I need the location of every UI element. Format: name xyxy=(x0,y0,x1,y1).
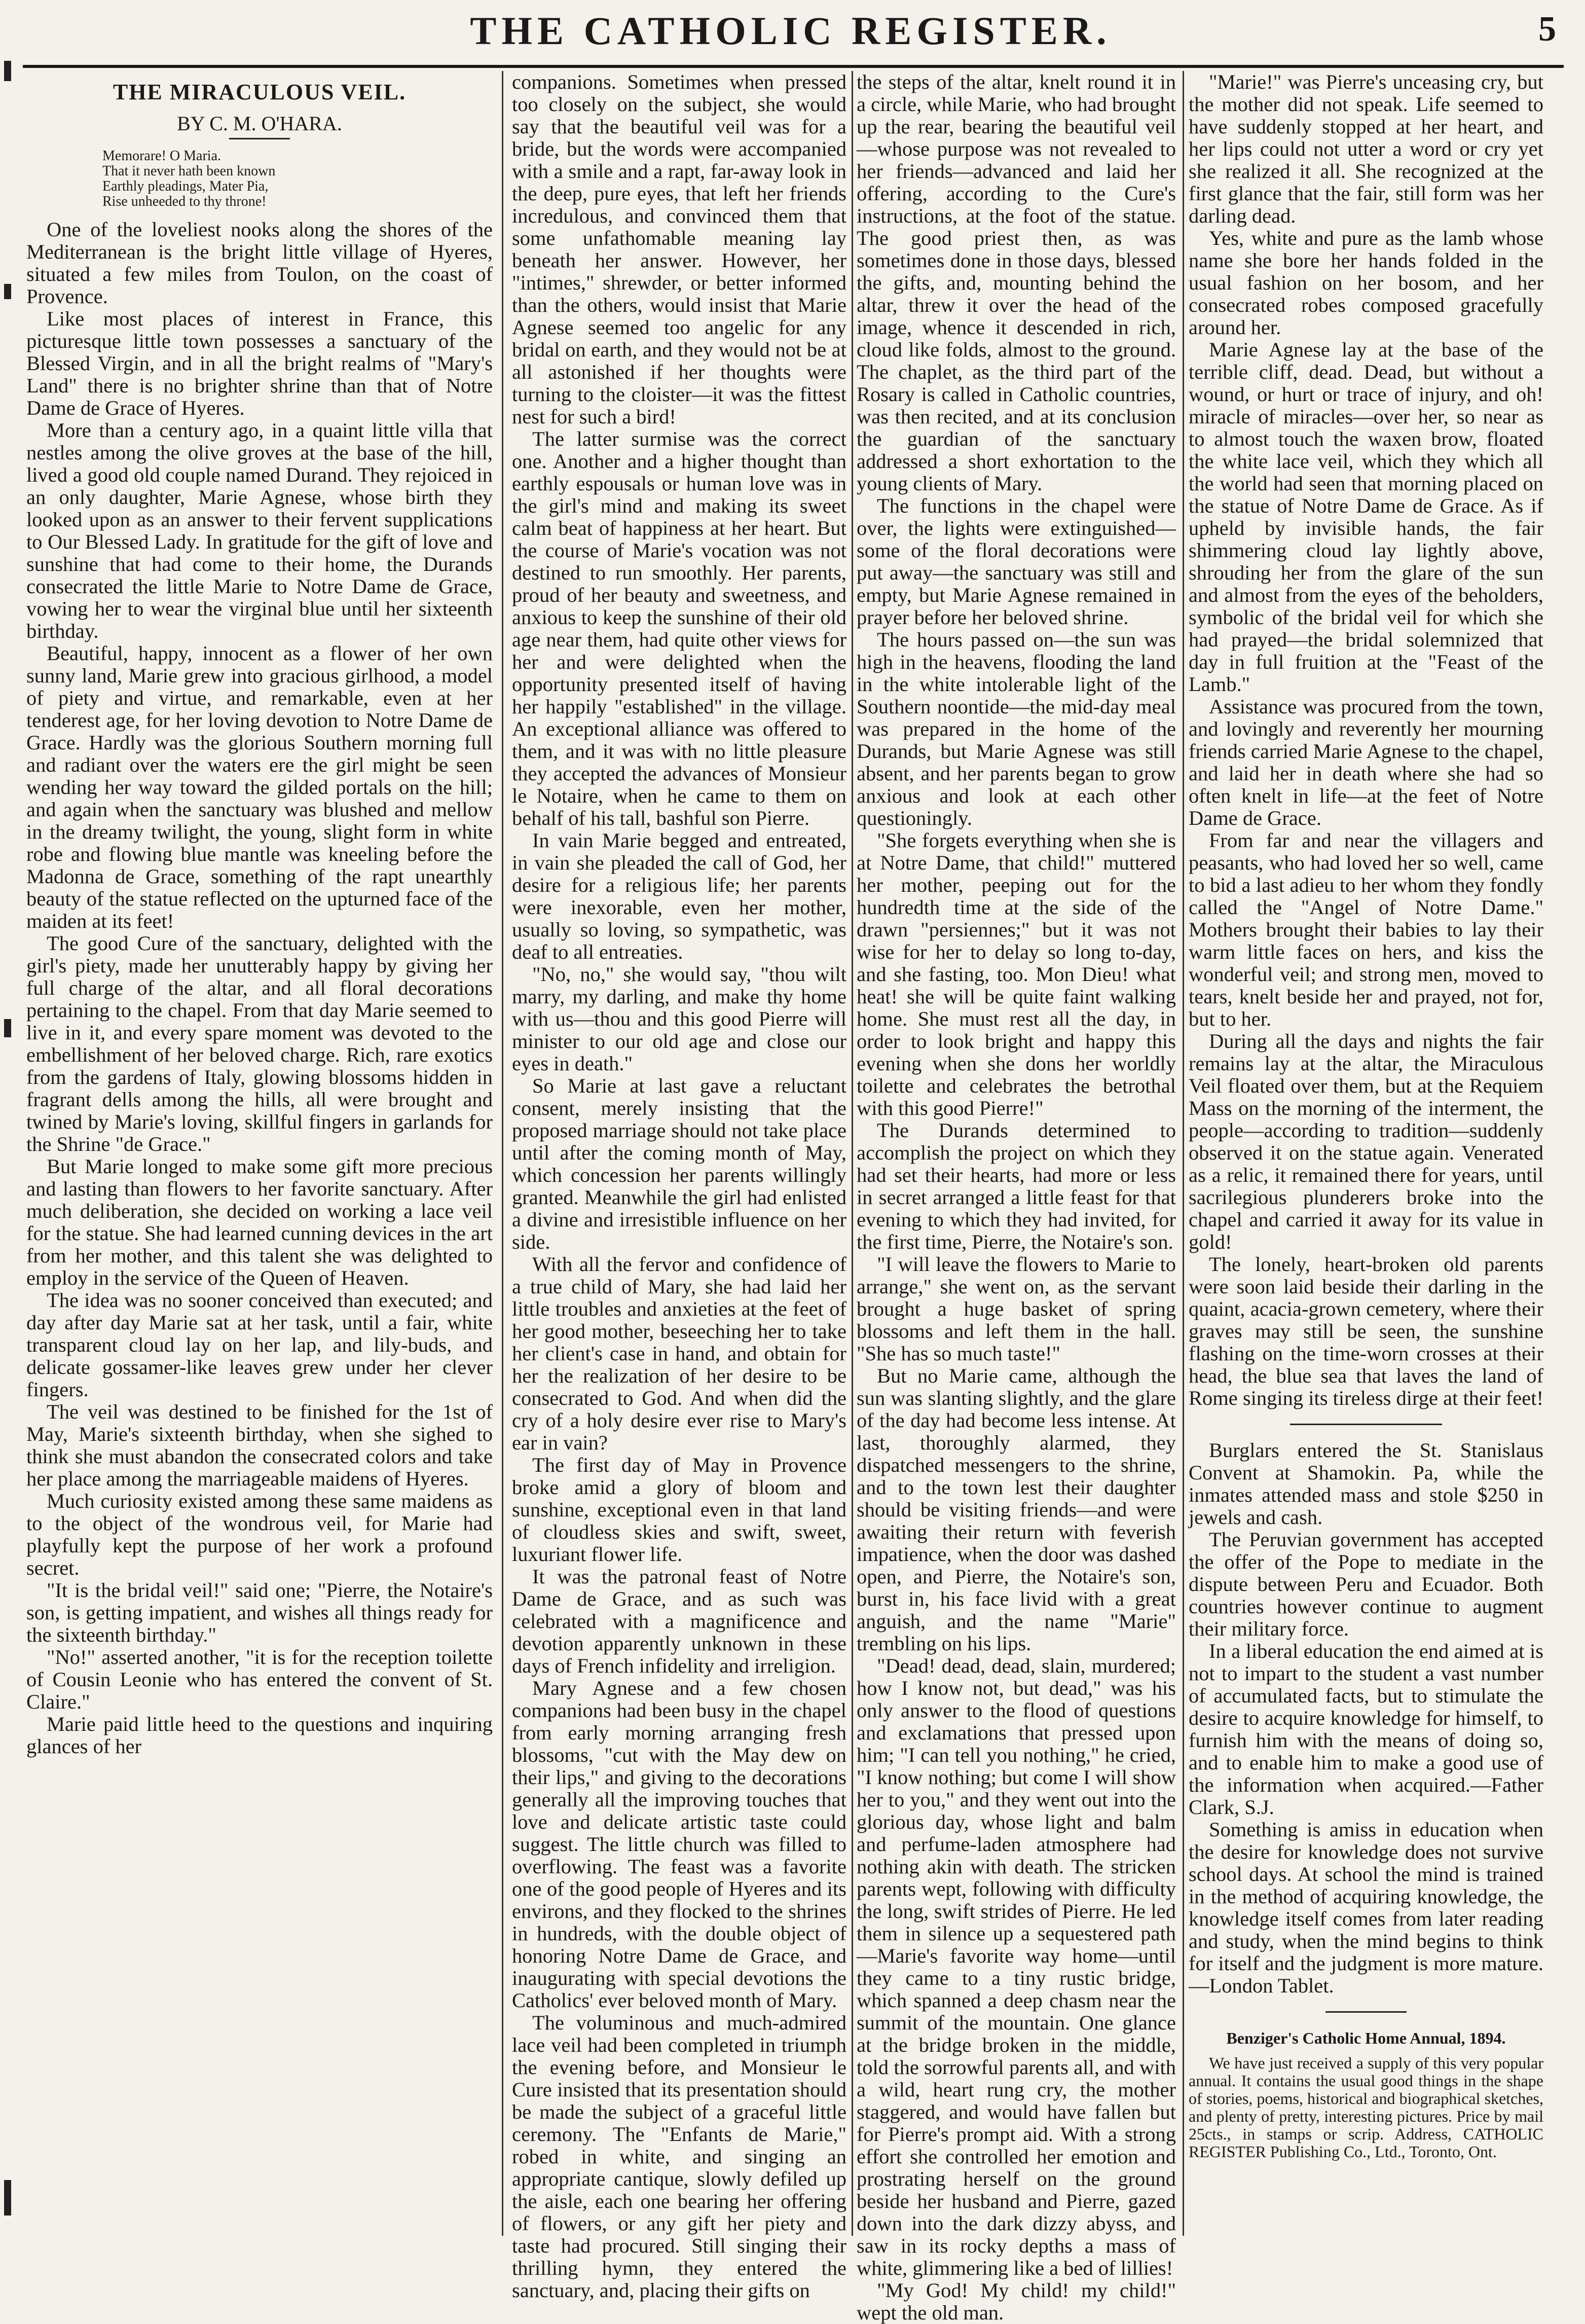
news-item: Something is amiss in education when the desire for knowledge does not survive school days. At school the mind is trained in the method of acquiring knowledge, the knowledge itself comes from later reading and study, when the mind begins to think for itself and the judgment is more mature.—London Tablet. xyxy=(1189,1818,1543,1997)
article-paragraph: One of the loveliest nooks along the shores of the Mediterranean is the bright little village of Hyeres, situated a few miles from Toulon, on the coast of Provence. xyxy=(26,218,493,308)
byline-rule xyxy=(229,138,290,139)
margin-mark xyxy=(4,1019,11,1037)
epigraph-line: Earthly pleadings, Mater Pia, xyxy=(102,178,269,194)
article-paragraph: The latter surmise was the correct one. Another and a higher thought than earthly espousals or human love was in the girl's mind and making its sweet calm beat of happiness at her heart. But the course of Marie's vocation was not destined to run smoothly. Her parents, proud of her beauty and sweetness, and anxious to keep the sunshine of their old age near them, had quite other views for her and were delighted when the opportunity presented itself of having her happily "established" in the village. An exceptional alliance was offered to them, and it was with no little pleasure they accepted the advances of Monsieur le Notaire, when he came to them on behalf of his tall, bashful son Pierre. xyxy=(512,427,846,829)
ad-body: We have just received a supply of this very popular annual. It contains the usual good things in the shape of stories, poems, historical and biographical sketches, and plenty of pretty, interesting pictures. Price by mail 25cts., in stamps or scrip. Address, CATHOLIC REGISTER Publishing Co., Ltd., Toronto, Ont. xyxy=(1189,2054,1543,2161)
newspaper-title: THE CATHOLIC REGISTER. xyxy=(470,9,1112,53)
epigraph-line: That it never hath been known xyxy=(102,163,276,179)
article-paragraph: From far and near the villagers and peasants, who had loved her so well, came to bid a last adieu to her whom they fondly called the "Angel of Notre Dame." Mothers brought their babies to lay their warm little faces on hers, and kiss the wonderful veil; and strong men, moved to tears, knelt beside her and prayed, not for, but to her. xyxy=(1189,829,1543,1030)
column-4 xyxy=(1189,71,1543,2236)
page-number: 5 xyxy=(1538,10,1556,49)
article-paragraph: Beautiful, happy, innocent as a flower of her own sunny land, Marie grew into gracious girlhood, a model of piety and virtue, and remarkable, even at her tenderest age, for her loving devotion to Notre Dame de Grace. Hardly was the glorious Southern morning full and radiant over the waters ere the girl might be seen wending her way toward the gilded portals on the hill; and again when the sanctuary was blushed and mellow in the dreamy twilight, the young, slight form in white robe and flowing blue mantle was kneeling before the Madonna de Grace, something of the rapt unearthly beauty of the statue reflected on the upturned face of the maiden at its feet! xyxy=(26,642,493,932)
article-paragraph: companions. Sometimes when pressed too closely on the subject, she would say that the beautiful veil was for a bride, but the words were accompanied with a smile and a rapt, far-away look in the deep, pure eyes, that left her friends incredulous, and convinced them that some unfathomable meaning lay beneath her answer. However, her "intimes," shrewder, or better informed than the others, would insist that Marie Agnese seemed too angelic for any bridal on earth, and they would not be at all astonished if her thoughts were turning to the cloister—it was the fittest nest for such a bird! xyxy=(512,70,846,428)
article-paragraph: Like most places of interest in France, this picturesque little town possesses a sanctuary of the Blessed Virgin, and in all the bright realms of "Mary's Land" there is no brighter shrine than that of Notre Dame de Grace of Hyeres. xyxy=(26,307,493,419)
article-paragraph: The lonely, heart-broken old parents were soon laid beside their darling in the quaint, acacia-grown cemetery, where their graves may still be seen, the sunshine flashing on the time-worn crosses at their head, the blue sea that laves the land of Rome singing its tireless dirge at their feet! xyxy=(1189,1253,1543,1409)
article-byline: BY C. M. O'HARA. xyxy=(177,112,342,135)
ad-headline: Benziger's Catholic Home Annual, 1894. xyxy=(1226,2029,1506,2047)
column-divider xyxy=(852,71,853,2236)
article-paragraph: The veil was destined to be finished for the 1st of May, Marie's sixteenth birthday, when she sighed to think she must abandon the consecrated colors and take her place among the marriageable maidens of Hyeres. xyxy=(26,1400,493,1490)
article-paragraph: But no Marie came, although the sun was slanting slightly, and the glare of the day had become less intense. At last, thoroughly alarmed, they dispatched messengers to the shrine, and to the town lest their daughter should be visiting friends—and were awaiting their return with feverish impatience, when the door was dashed open, and Pierre, the Notaire's son, burst in, his face livid with a great anguish, and the name "Marie" trembling on his lips. xyxy=(857,1364,1176,1655)
article-paragraph: "No, no," she would say, "thou wilt marry, my darling, and make thy home with us—thou and this good Pierre will minister to our old age and close our eyes in death." xyxy=(512,963,846,1075)
column-1 xyxy=(26,71,493,2236)
article-paragraph: More than a century ago, in a quaint little villa that nestles among the olive groves at the base of the hill, lived a good old couple named Durand. They rejoiced in an only daughter, Marie Agnese, whose birth they looked upon as an answer to their fervent supplications to Our Blessed Lady. In gratitude for the gift of love and sunshine that had come to their home, the Durands consecrated the little Marie to Notre Dame de Grace, vowing her to wear the virginal blue until her sixteenth birthday. xyxy=(26,419,493,642)
masthead-rule xyxy=(23,65,1564,68)
epigraph xyxy=(102,149,493,209)
article-paragraph: Marie paid little heed to the questions and inquiring glances of her xyxy=(26,1713,493,1758)
article-paragraph: Mary Agnese and a few chosen companions had been busy in the chapel from early morning arranging fresh blossoms, "cut with the May dew on their lips," and giving to the decorations generally all the improving touches that love and delicate artistic taste could suggest. The little church was filled to overflowing. The feast was a favorite one of the good people of Hyeres and its environs, and they flocked to the shrines in hundreds, with the double object of honoring Notre Dame de Grace, and inaugurating with special devotions the Catholics' ever beloved month of Mary. xyxy=(512,1677,846,2012)
article-paragraph: Assistance was procured from the town, and lovingly and reverently her mourning friends carried Marie Agnese to the chapel, and laid her in death where she had so often knelt in life—at the feet of Notre Dame de Grace. xyxy=(1189,695,1543,829)
masthead xyxy=(20,7,1561,63)
news-item: Burglars entered the St. Stanislaus Convent at Shamokin. Pa, while the inmates attended mass and stole $250 in jewels and cash. xyxy=(1189,1439,1543,1529)
column-divider xyxy=(502,71,503,2236)
news-item: In a liberal education the end aimed at is not to impart to the student a vast number of accumulated facts, but to stimulate the desire to acquire knowledge for himself, to furnish him with the means of doing so, and to enable him to make a good use of the information when acquired.—Father Clark, S.J. xyxy=(1189,1640,1543,1819)
article-paragraph: The hours passed on—the sun was high in the heavens, flooding the land in the white intolerable light of the Southern noontide—the mid-day meal was prepared in the home of the Durands, but Marie Agnese was still absent, and her parents began to grow anxious and look at each other questioningly. xyxy=(857,628,1176,829)
article-paragraph: Yes, white and pure as the lamb whose name she bore her hands folded in the usual fashion on her bosom, and her consecrated robes composed gracefully around her. xyxy=(1189,227,1543,339)
news-item: The Peruvian government has accepted the offer of the Pope to mediate in the dispute between Peru and Ecuador. Both countries however continue to augment their military force. xyxy=(1189,1528,1543,1640)
article-headline: THE MIRACULOUS VEIL. xyxy=(113,80,407,104)
article-paragraph: Marie Agnese lay at the base of the terrible cliff, dead. Dead, but without a wound, or hurt or trace of injury, and oh! miracle of miracles—over her, so near as to almost touch the waxen brow, floated the white lace veil, which they which all the world had seen that morning placed on the statue of Notre Dame de Grace. As if upheld by invisible hands, the fair shimmering cloud lay lightly above, shrouding her from the glare of the sun and almost from the eyes of the beholders, symbolic of the bridal veil for which she had prayed—the bridal solemnized that day in full fruition at the "Feast of the Lamb." xyxy=(1189,338,1543,696)
margin-mark xyxy=(4,61,11,81)
column-2 xyxy=(512,70,846,2302)
article-paragraph: "Marie!" was Pierre's unceasing cry, but the mother did not speak. Life seemed to have suddenly stopped at her heart, and her lips could not utter a word or cry yet she realized it all. She recognized at the first glance that the fair, still form was her darling dead. xyxy=(1189,70,1543,227)
column-divider xyxy=(1183,71,1184,2236)
article-paragraph: The good Cure of the sanctuary, delighted with the girl's piety, made her unutterably happy by giving her full charge of the altar, and all floral decorations pertaining to the chapel. From that day Marie seemed to live in it, and every spare moment was devoted to the embellishment of her beloved charge. Rich, rare exotics from the gardens of Italy, glowing blossoms hidden in fragrant dells among the hills, all were brought and twined by Marie's loving, skillful fingers in garlands for the Shrine "de Grace." xyxy=(26,932,493,1155)
article-paragraph: the steps of the altar, knelt round it in a circle, while Marie, who had brought up the rear, bearing the beautiful veil—whose purpose was not revealed to her friends—advanced and laid her offering, according to the Cure's instructions, at the foot of the statue. The good priest then, as was sometimes done in those days, blessed the gifts, and, mounting behind the altar, threw it over the head of the image, whence it descended in rich, cloud like folds, almost to the ground. The chaplet, as the third part of the Rosary is called in Catholic countries, was then recited, and at its conclusion the guardian of the sanctuary addressed a short exhortation to the young clients of Mary. xyxy=(857,70,1176,495)
article-paragraph: The functions in the chapel were over, the lights were extinguished—some of the floral decorations were put away—the sanctuary was still and empty, but Marie Agnese remained in prayer before her beloved shrine. xyxy=(857,494,1176,629)
article-paragraph: So Marie at last gave a reluctant consent, merely insisting that the proposed marriage should not take place until after the coming month of May, which concession her parents willingly granted. Meanwhile the girl had enlisted a divine and irresistible influence on her side. xyxy=(512,1074,846,1253)
margin-mark xyxy=(4,2180,11,2216)
article-paragraph: "No!" asserted another, "it is for the reception toilette of Cousin Leonie who has entered the convent of St. Claire." xyxy=(26,1646,493,1713)
article-paragraph: Much curiosity existed among these same maidens as to the object of the wondrous veil, for Marie had playfully kept the purpose of her work a profound secret. xyxy=(26,1490,493,1579)
article-paragraph: The idea was no sooner conceived than executed; and day after day Marie sat at her task, until a fair, white transparent cloud lay on her lap, and lily-buds, and delicate gossamer-like leaves grew under her clever fingers. xyxy=(26,1289,493,1401)
section-rule xyxy=(1325,2011,1407,2013)
epigraph-line: Rise unheeded to thy throne! xyxy=(102,194,267,209)
epigraph-line: Memorare! O Maria. xyxy=(102,148,222,164)
article-paragraph: During all the days and nights the fair remains lay at the altar, the Miraculous Veil floated over them, but at the Requiem Mass on the morning of the interment, the people—according to tradition—suddenly observed it on the statue again. Venerated as a relic, it remained there for years, until sacrilegious plunderers broke into the chapel and carried it away for its value in gold! xyxy=(1189,1030,1543,1253)
article-paragraph: "I will leave the flowers to Marie to arrange," she went on, as the servant brought a huge basket of spring blossoms and left them in the hall. "She has so much taste!" xyxy=(857,1253,1176,1365)
article-paragraph: With all the fervor and confidence of a true child of Mary, she had laid her little troubles and anxieties at the feet of her good mother, beseeching her to take her client's case in hand, and obtain for her the realization of her desire to be consecrated to God. And when did the cry of a holy desire ever rise to Mary's ear in vain? xyxy=(512,1253,846,1454)
article-paragraph: It was the patronal feast of Notre Dame de Grace, and as such was celebrated with a magnificence and devotion apparently unknown in these days of French infidelity and irreligion. xyxy=(512,1565,846,1677)
article-paragraph: "My God! My child! my child!" wept the old man. xyxy=(857,2279,1176,2324)
column-3 xyxy=(857,70,1176,2324)
article-paragraph: "She forgets everything when she is at Notre Dame, that child!" muttered her mother, peeping out for the hundredth time at the side of the drawn "persiennes;" but it was not wise for her to delay so long to-day, and she fasting, too. Mon Dieu! what heat! she will be quite faint walking home. She must rest all the day, in order to look bright and happy this evening when she dons her worldly toilette and celebrates the betrothal with this good Pierre!" xyxy=(857,829,1176,1119)
article-paragraph: "It is the bridal veil!" said one; "Pierre, the Notaire's son, is getting impatient, and wishes all things ready for the sixteenth birthday." xyxy=(26,1579,493,1646)
article-paragraph: The voluminous and much-admired lace veil had been completed in triumph the evening before, and Monsieur le Cure insisted that its presentation should be made the subject of a graceful little ceremony. The "Enfants de Marie," robed in white, and singing an appropriate cantique, slowly defiled up the aisle, each one bearing her offering of flowers, or any gift her piety and taste had procured. Still singing their thrilling hymn, they entered the sanctuary, and, placing their gifts on xyxy=(512,2011,846,2302)
article-paragraph: The first day of May in Provence broke amid a glory of bloom and sunshine, exceptional even in that land of cloudless skies and swift, sweet, luxuriant flower life. xyxy=(512,1454,846,1566)
article-paragraph: The Durands determined to accomplish the project on which they had set their hearts, had more or less in secret arranged a little feast for that evening to which they had invited, for the first time, Pierre, the Notaire's son. xyxy=(857,1119,1176,1253)
article-paragraph: "Dead! dead, dead, slain, murdered; how I know not, but dead," was his only answer to the flood of questions and exclamations that pressed upon him; "I can tell you nothing," he cried, "I know nothing; but come I will show her to you," and they went out into the glorious day, whose light and balm and perfume-laden atmosphere had nothing akin with death. The stricken parents wept, following with difficulty the long, swift strides of Pierre. He led them in silence up a sequestered path—Marie's favorite way home—until they came to a tiny rustic bridge, which spanned a deep chasm near the summit of the mountain. One glance at the bridge broken in the middle, told the sorrowful parents all, and with a wild, heart rung cry, the mother staggered, and would have fallen but for Pierre's prompt aid. With a strong effort she controlled her emotion and prostrating herself on the ground beside her husband and Pierre, gazed down into the dark dizzy abyss, and saw in its rocky depths a mass of white, glimmering like a bed of lillies! xyxy=(857,1654,1176,2279)
article-paragraph: But Marie longed to make some gift more precious and lasting than flowers to her favorite sanctuary. After much deliberation, she decided on working a lace veil for the statue. She had learned cunning devices in the art from her mother, and this talent she was delighted to employ in the service of the Queen of Heaven. xyxy=(26,1155,493,1289)
section-rule xyxy=(1290,1424,1442,1425)
article-paragraph: In vain Marie begged and entreated, in vain she pleaded the call of God, her desire for a religious life; her parents were inexorable, even her mother, usually so loving, so sympathetic, was deaf to all entreaties. xyxy=(512,829,846,963)
margin-mark xyxy=(4,284,11,299)
